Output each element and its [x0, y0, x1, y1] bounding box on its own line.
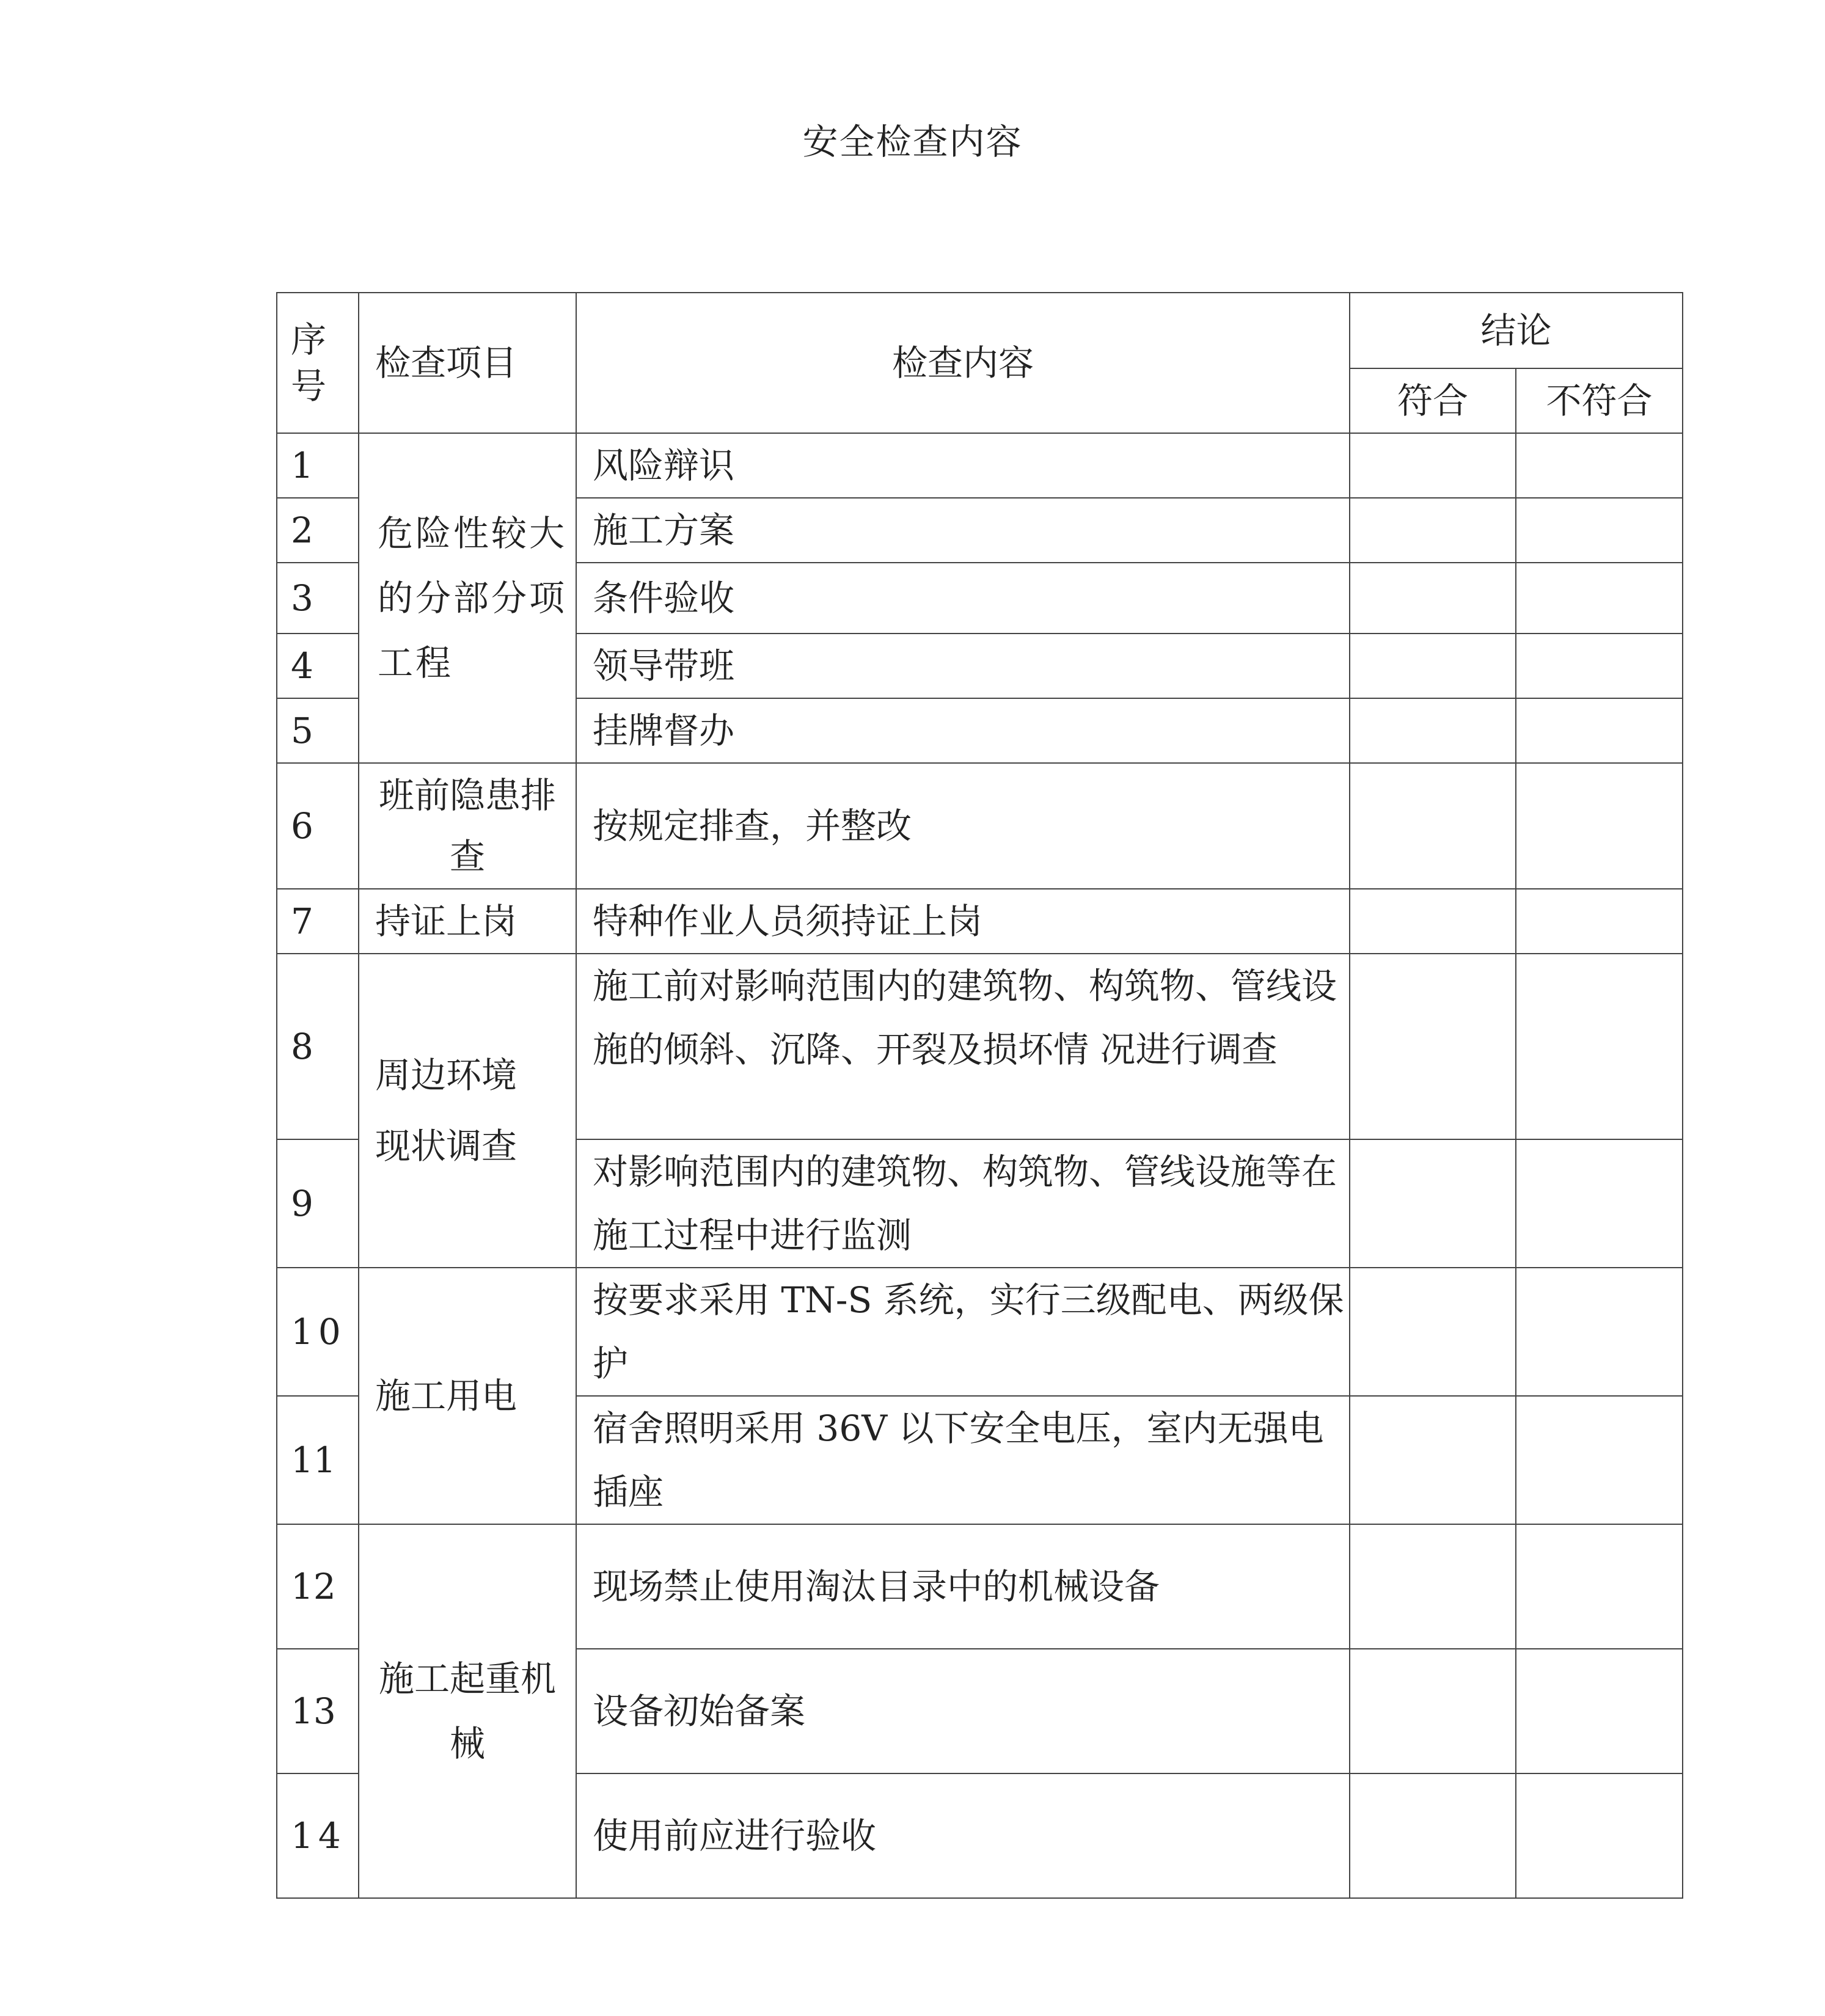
row-content: 特种作业人员须持证上岗: [576, 889, 1350, 954]
header-item: 检查项目: [359, 293, 576, 433]
table-row: [277, 433, 1683, 498]
comply-cell[interactable]: [1350, 563, 1516, 634]
comply-cell[interactable]: [1350, 498, 1516, 563]
table-row: [277, 1524, 1683, 1649]
header-row: [277, 293, 1683, 368]
comply-cell[interactable]: [1350, 763, 1516, 889]
comply-cell[interactable]: [1350, 1773, 1516, 1898]
not-comply-cell[interactable]: [1516, 698, 1683, 763]
comply-cell[interactable]: [1350, 1139, 1516, 1268]
not-comply-cell[interactable]: [1516, 1396, 1683, 1524]
group-label: 持证上岗: [359, 889, 576, 954]
table-row: [277, 889, 1683, 954]
row-content: 现场禁止使用淘汰目录中的机械设备: [576, 1524, 1350, 1649]
row-content: 宿舍照明采用 36V 以下安全电压，室内无强电插座: [576, 1396, 1350, 1524]
row-number: 12: [277, 1524, 359, 1649]
not-comply-cell[interactable]: [1516, 498, 1683, 563]
row-content: 对影响范围内的建筑物、构筑物、管线设施等在施工过程中进行监测: [576, 1139, 1350, 1268]
header-seq: 序号: [277, 293, 359, 433]
row-number: 13: [277, 1649, 359, 1773]
row-number: 2: [277, 498, 359, 563]
group-label: 危险性较大的分部分项工程: [359, 433, 576, 763]
not-comply-cell[interactable]: [1516, 889, 1683, 954]
row-content: 施工方案: [576, 498, 1350, 563]
not-comply-cell[interactable]: [1516, 1649, 1683, 1773]
header-comply: 符合: [1350, 368, 1516, 433]
comply-cell[interactable]: [1350, 889, 1516, 954]
not-comply-cell[interactable]: [1516, 433, 1683, 498]
row-content: 施工前对影响范围内的建筑物、构筑物、管线设施的倾斜、沉降、开裂及损坏情 况进行调查: [576, 954, 1350, 1139]
row-number: 6: [277, 763, 359, 889]
comply-cell[interactable]: [1350, 698, 1516, 763]
row-number: 4: [277, 634, 359, 698]
row-number: 10: [277, 1268, 359, 1396]
comply-cell[interactable]: [1350, 433, 1516, 498]
not-comply-cell[interactable]: [1516, 1268, 1683, 1396]
row-content: 设备初始备案: [576, 1649, 1350, 1773]
row-number: 5: [277, 698, 359, 763]
row-number: 1: [277, 433, 359, 498]
comply-cell[interactable]: [1350, 954, 1516, 1139]
not-comply-cell[interactable]: [1516, 634, 1683, 698]
row-number: 14: [277, 1773, 359, 1898]
row-number: 11: [277, 1396, 359, 1524]
comply-cell[interactable]: [1350, 634, 1516, 698]
header-not-comply: 不符合: [1516, 368, 1683, 433]
group-label: 施工起重机械: [359, 1524, 576, 1898]
row-number: 8: [277, 954, 359, 1139]
header-content: 检查内容: [576, 293, 1350, 433]
row-number: 9: [277, 1139, 359, 1268]
not-comply-cell[interactable]: [1516, 563, 1683, 634]
row-content: 使用前应进行验收: [576, 1773, 1350, 1898]
group-label: 施工用电: [359, 1268, 576, 1524]
row-content: 领导带班: [576, 634, 1350, 698]
row-content: 挂牌督办: [576, 698, 1350, 763]
not-comply-cell[interactable]: [1516, 1524, 1683, 1649]
row-number: 7: [277, 889, 359, 954]
comply-cell[interactable]: [1350, 1649, 1516, 1773]
row-content: 按要求采用 TN-S 系统，实行三级配电、两级保护: [576, 1268, 1350, 1396]
inspection-table: [276, 292, 1683, 1899]
group-label: 班前隐患排查: [359, 763, 576, 889]
not-comply-cell[interactable]: [1516, 1773, 1683, 1898]
document-title: 安全检查内容: [802, 121, 1023, 163]
comply-cell[interactable]: [1350, 1268, 1516, 1396]
comply-cell[interactable]: [1350, 1524, 1516, 1649]
header-conclusion: 结论: [1350, 293, 1683, 368]
comply-cell[interactable]: [1350, 1396, 1516, 1524]
group-label: 周边环境现状调查: [359, 954, 576, 1268]
row-content: 风险辩识: [576, 433, 1350, 498]
table-row: [277, 954, 1683, 1139]
not-comply-cell[interactable]: [1516, 1139, 1683, 1268]
table-row: [277, 1268, 1683, 1396]
not-comply-cell[interactable]: [1516, 954, 1683, 1139]
row-number: 3: [277, 563, 359, 634]
row-content: 按规定排查，并整改: [576, 763, 1350, 889]
not-comply-cell[interactable]: [1516, 763, 1683, 889]
row-content: 条件验收: [576, 563, 1350, 634]
table-row: [277, 763, 1683, 889]
